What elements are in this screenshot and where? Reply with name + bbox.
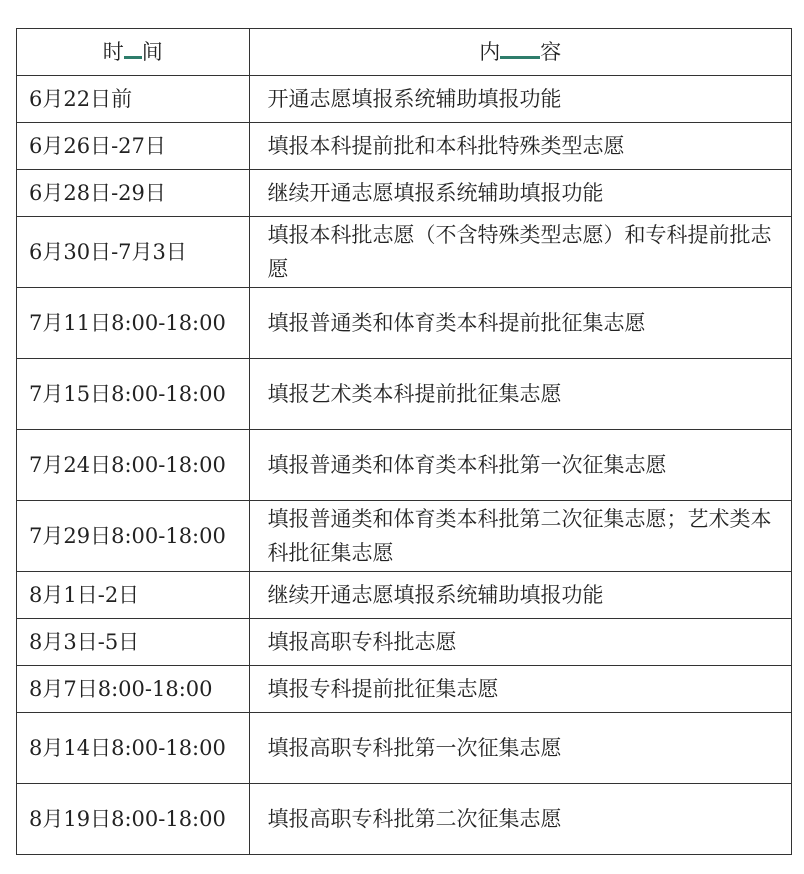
content-cell: 继续开通志愿填报系统辅助填报功能 [249, 572, 792, 619]
header-content-left: 内 [479, 40, 501, 64]
content-cell: 填报高职专科批志愿 [249, 619, 792, 666]
table-row [17, 359, 792, 430]
content-cell: 填报艺术类本科提前批征集志愿 [249, 359, 792, 430]
header-time-left: 时 [102, 40, 124, 64]
time-cell: 6月26日-27日 [17, 123, 250, 170]
table-row [17, 784, 792, 855]
content-cell: 开通志愿填报系统辅助填报功能 [249, 76, 792, 123]
time-cell: 8月7日8:00-18:00 [17, 666, 250, 713]
table-row [17, 666, 792, 713]
time-cell: 6月22日前 [17, 76, 250, 123]
table-row [17, 713, 792, 784]
time-cell: 8月3日-5日 [17, 619, 250, 666]
table-header-row [17, 29, 792, 76]
table-row [17, 217, 792, 288]
time-cell: 8月1日-2日 [17, 572, 250, 619]
table-row [17, 619, 792, 666]
schedule-table [16, 28, 792, 855]
table-row [17, 288, 792, 359]
content-cell: 填报专科提前批征集志愿 [249, 666, 792, 713]
content-cell: 继续开通志愿填报系统辅助填报功能 [249, 170, 792, 217]
content-cell: 填报高职专科批第一次征集志愿 [249, 713, 792, 784]
content-cell: 填报高职专科批第二次征集志愿 [249, 784, 792, 855]
header-time [17, 29, 250, 76]
content-cell: 填报普通类和体育类本科批第一次征集志愿 [249, 430, 792, 501]
content-cell: 填报普通类和体育类本科批第二次征集志愿；艺术类本科批征集志愿 [249, 501, 792, 572]
table-row [17, 123, 792, 170]
time-cell: 8月14日8:00-18:00 [17, 713, 250, 784]
header-content-right: 容 [540, 40, 562, 64]
header-content [249, 29, 792, 76]
table-row [17, 572, 792, 619]
header-time-gap [124, 36, 142, 59]
content-cell: 填报普通类和体育类本科提前批征集志愿 [249, 288, 792, 359]
time-cell: 6月30日-7月3日 [17, 217, 250, 288]
time-cell: 7月29日8:00-18:00 [17, 501, 250, 572]
header-time-right: 间 [141, 40, 163, 64]
time-cell: 8月19日8:00-18:00 [17, 784, 250, 855]
time-cell: 7月24日8:00-18:00 [17, 430, 250, 501]
table-row [17, 430, 792, 501]
header-content-gap [500, 36, 540, 59]
table-row [17, 501, 792, 572]
content-cell: 填报本科提前批和本科批特殊类型志愿 [249, 123, 792, 170]
time-cell: 7月15日8:00-18:00 [17, 359, 250, 430]
time-cell: 6月28日-29日 [17, 170, 250, 217]
content-cell: 填报本科批志愿（不含特殊类型志愿）和专科提前批志愿 [249, 217, 792, 288]
table-row [17, 170, 792, 217]
table-row [17, 76, 792, 123]
time-cell: 7月11日8:00-18:00 [17, 288, 250, 359]
